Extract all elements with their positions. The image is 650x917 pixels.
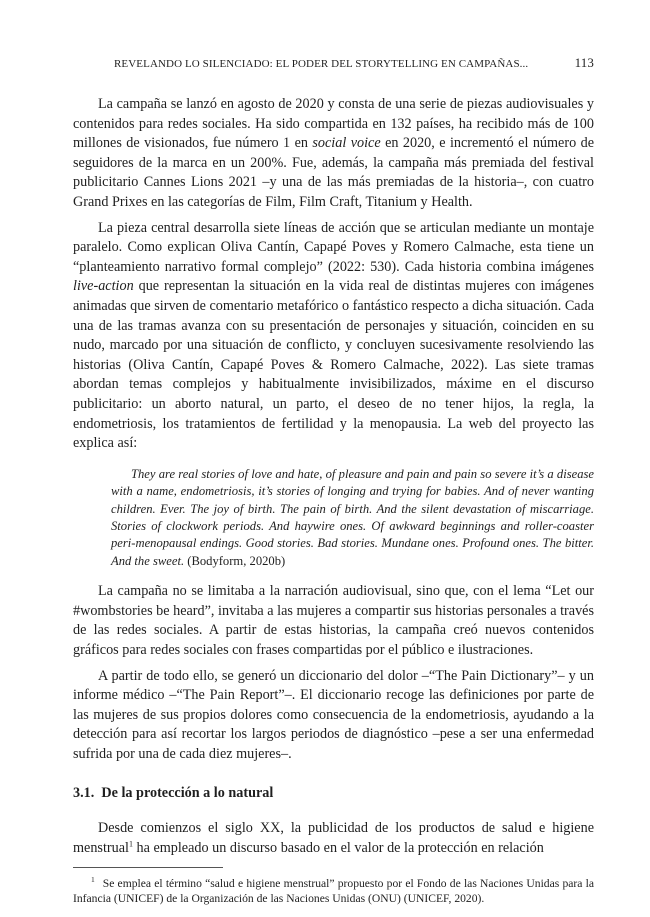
paragraph-campaign-launch: [73, 95, 594, 213]
running-title: REVELANDO LO SILENCIADO: EL PODER DEL STORYTELLING EN CAMPAÑAS...: [114, 58, 529, 70]
quote-text: They are real stories of love and hate, of pleasure and pain and pain so severe it’s a disease with a name, endometriosis, it’s stories of longing and trying for babies. And of never wanting children. Ever. The joy of birth. The pain of birth. And the silent devastation of miscarriage. Stories of clockwork periods. And haywire ones. Of awkward beginnings and roller-coaster peri-menopausal endings. Good stories. Bad stories. Mundane ones. Profound ones. The bitter. And the sweet.: [111, 466, 594, 568]
paragraph-text: en 2020, e incrementó el número de seguidores de la marca en un 200%. Fue, además, la campaña más premiada del festival publicitario Cannes Lions 2021 –y una de las más premiadas de la historia–, con cuatro Grand Prixes en las categorías de Film, Film Craft, Titanium y Health.: [73, 135, 594, 210]
footnote-reference: 1: [128, 839, 133, 849]
emphasis-text: social voice: [312, 135, 381, 152]
footnote-divider: [73, 867, 223, 868]
paragraph-text: La campaña se lanzó en agosto de 2020 y consta de una serie de piezas audiovisuales y contenidos para redes sociales. Ha sido compartida en 132 países, ha recibido más de 100 millones de visionados, fue número 1 en: [73, 96, 594, 152]
footnote-mark: 1: [91, 874, 95, 884]
paragraph-text: ha empleado un discurso basado en el valor de la protección en relación: [132, 840, 544, 857]
paragraph-text: La pieza central desarrolla siete líneas de acción que se articulan mediante un montaje paralelo. Como explican Oliva Cantín, Capapé Poves y Romero Calmache, esta tiene un “planteamiento narrativo formal complejo” (2022: 530). Cada historia combina imágenes: [73, 219, 594, 275]
paragraph-pain-dictionary: A partir de todo ello, se generó un diccionario del dolor –“The Pain Dictionary”– y un informe médico –“The Pain Report”–. El diccionario recoge las definiciones por parte de las mujeres de sus propios dolores como consecuencia de la endometriosis, ayudando a la detección para así recortar los largos periodos de diagnóstico –pese a ser una enfermedad sufrida por una de cada diez mujeres–.: [73, 667, 594, 762]
paragraph-text: Desde comienzos el siglo XX, la publicidad de los productos de salud e higiene menstrual: [73, 820, 594, 857]
section-title: De la protección a lo natural: [101, 785, 274, 802]
paragraph-protection: [73, 819, 594, 858]
paragraph-social-media: La campaña no se limitaba a la narración audiovisual, sino que, con el lema “Let our #wombstories be heard”, invitaba a las mujeres a compartir sus historias personales a través de las redes sociales. A partir de estas historias, la campaña creó nuevos contenidos gráficos para redes sociales con frases compartidas por el público e ilustraciones.: [73, 583, 594, 658]
quote-citation: (Bodyform, 2020b): [184, 553, 286, 568]
block-quote: [111, 466, 594, 570]
emphasis-text: live-action: [73, 278, 134, 295]
footnote-text: Se emplea el término “salud e higiene menstrual” propuesto por el Fondo de las Naciones Unidas para la Infancia (UNICEF) de la Organización de las Naciones Unidas (ONU) (UNICEF, 2020).: [73, 876, 594, 905]
section-number: 3.1.: [73, 785, 95, 802]
running-header: [73, 56, 594, 71]
paragraph-text: que representan la situación en la vida real de distintas mujeres con imágenes animadas que sirven de comentario metafórico o fantástico respecto a dicha situación. Cada una de las tramas avanza con su presentación de personajes y situación, coinciden en su nudo, marcado por una situación de conflicto, y concluyen sucesivamente resolviendo las historias (Oliva Cantín, Capapé Poves & Romero Calmache, 2022). Las siete tramas abordan temas complejos y habitualmente invisibilizados, máxime en el discurso publicitario: un aborto natural, un parto, el deseo de no tener hijos, la regla, la endometriosis, los tratamientos de fertilidad y la menopausia. La web del proyecto las explica así:: [73, 278, 594, 452]
footnote: [73, 872, 594, 906]
paragraph-central-piece: [73, 219, 594, 454]
section-heading: [73, 784, 594, 803]
page-number: 113: [574, 55, 594, 70]
